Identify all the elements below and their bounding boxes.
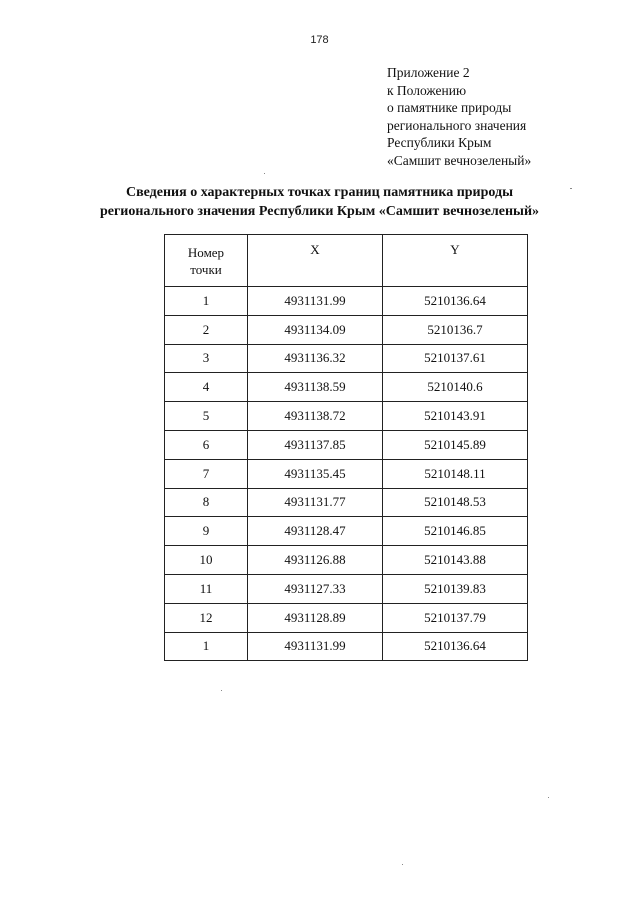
header-number-label: Номер (187, 244, 225, 260)
cell-point-number: 12 (165, 603, 248, 632)
cell-x: 4931136.32 (248, 344, 383, 373)
cell-y: 5210136.7 (383, 315, 528, 344)
cell-point-number: 6 (165, 430, 248, 459)
cell-point-number: 11 (165, 574, 248, 603)
cell-x: 4931131.99 (248, 632, 383, 661)
cell-x: 4931128.89 (248, 603, 383, 632)
cell-x: 4931126.88 (248, 546, 383, 575)
appendix-line: регионального значения (387, 117, 527, 133)
cell-y: 5210139.83 (383, 574, 528, 603)
document-heading (60, 183, 579, 221)
appendix-line: к Положению (387, 82, 467, 98)
page-number: 178 (310, 34, 329, 46)
table-row (165, 574, 528, 603)
heading-line: регионального значения Республики Крым «Самшит вечнозеленый» (99, 204, 540, 219)
cell-x: 4931135.45 (248, 459, 383, 488)
cell-y: 5210148.53 (383, 488, 528, 517)
table-row (165, 373, 528, 402)
cell-y: 5210145.89 (383, 430, 528, 459)
table-row (165, 287, 528, 316)
table-row (165, 632, 528, 661)
cell-point-number: 3 (165, 344, 248, 373)
scan-speck (221, 690, 222, 691)
cell-point-number: 9 (165, 517, 248, 546)
cell-point-number: 1 (165, 287, 248, 316)
table-row (165, 603, 528, 632)
table-row (165, 430, 528, 459)
cell-point-number: 4 (165, 373, 248, 402)
coordinates-table (164, 234, 528, 661)
cell-x: 4931128.47 (248, 517, 383, 546)
cell-point-number: 1 (165, 632, 248, 661)
table-row (165, 315, 528, 344)
appendix-line: Приложение 2 (387, 65, 470, 80)
table-row (165, 459, 528, 488)
scan-speck (264, 173, 265, 174)
table-row (165, 546, 528, 575)
header-x: X (248, 235, 383, 287)
scan-speck (570, 188, 572, 189)
cell-point-number: 8 (165, 488, 248, 517)
cell-y: 5210137.79 (383, 603, 528, 632)
appendix-line: о памятнике природы (387, 100, 512, 115)
cell-point-number: 10 (165, 546, 248, 575)
cell-x: 4931131.77 (248, 488, 383, 517)
cell-x: 4931137.85 (248, 430, 383, 459)
cell-x: 4931138.59 (248, 373, 383, 402)
cell-y: 5210146.85 (383, 517, 528, 546)
table-row (165, 488, 528, 517)
table-header-row (165, 235, 528, 287)
cell-y: 5210143.91 (383, 402, 528, 431)
table-row (165, 517, 528, 546)
scan-speck (402, 864, 403, 865)
cell-y: 5210148.11 (383, 459, 528, 488)
cell-y: 5210136.64 (383, 632, 528, 661)
appendix-reference (387, 64, 627, 169)
table-row (165, 402, 528, 431)
header-y: Y (383, 235, 528, 287)
heading-line: Сведения о характерных точках границ памятника природы (125, 185, 514, 200)
cell-y: 5210136.64 (383, 287, 528, 316)
cell-y: 5210140.6 (383, 373, 528, 402)
scan-speck (548, 797, 549, 798)
cell-x: 4931131.99 (248, 287, 383, 316)
cell-y: 5210137.61 (383, 344, 528, 373)
cell-x: 4931138.72 (248, 402, 383, 431)
cell-x: 4931127.33 (248, 574, 383, 603)
appendix-line: Республики Крым (387, 135, 492, 150)
appendix-line: «Самшит вечнозеленый» (387, 152, 532, 168)
cell-x: 4931134.09 (248, 315, 383, 344)
cell-point-number: 7 (165, 459, 248, 488)
cell-point-number: 5 (165, 402, 248, 431)
cell-y: 5210143.88 (383, 546, 528, 575)
table-row (165, 344, 528, 373)
header-point-number (165, 235, 248, 287)
table-body (165, 287, 528, 661)
cell-point-number: 2 (165, 315, 248, 344)
header-point-label: точки (190, 261, 222, 277)
